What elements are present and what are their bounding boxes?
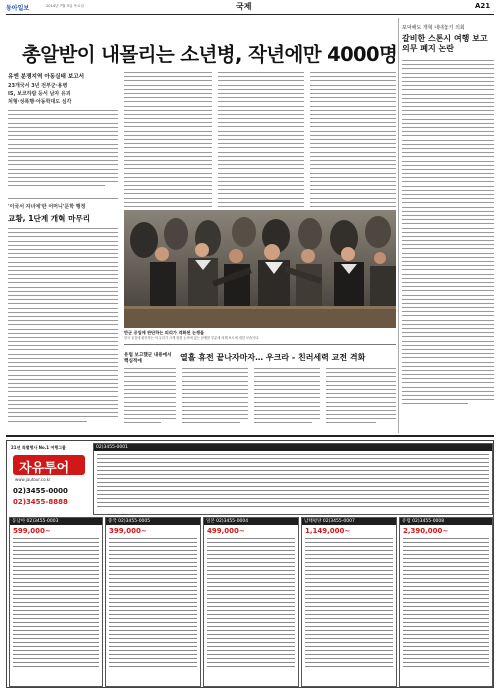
ad-box-1-phone: 02)3455-0003 — [26, 519, 59, 524]
ad-top-header: 02)3455-0001 — [94, 444, 492, 451]
ad-box-3 — [203, 517, 299, 687]
ad-promo: 21년 특별행사 No.1 여행그룹 — [11, 445, 66, 450]
masthead — [0, 0, 500, 14]
ad-brand-name: 자유투어 — [19, 461, 70, 476]
main-headline: 총알받이 내몰리는 소년병, 작년에만 4000명 — [22, 43, 398, 66]
issue-date: 2014년 7월 3일 목요일 — [46, 4, 84, 8]
article-subhead-1: 23개국서 3년 전부군·용병 — [8, 83, 68, 89]
masthead-rule — [6, 14, 494, 15]
right-column-divider — [398, 18, 399, 433]
ad-box-1-price: 599,000~ — [13, 527, 51, 535]
photo-caption-title: 반군 공입에 판단하는 의리가 격화된 논쟁을 — [124, 330, 205, 335]
ad-phone-second: 02)3455-8888 — [13, 498, 68, 506]
page-number: A21 — [475, 2, 491, 10]
lower-body-col-4 — [326, 368, 396, 427]
ad-box-1-title: 동남아 — [12, 519, 26, 524]
lower-body-col-1 — [124, 368, 176, 427]
ad-box-5-price: 2,390,000~ — [403, 527, 449, 535]
ad-box-2-title: 중국 — [108, 519, 117, 524]
lower-left-heading: 유럽 보고했군 내용에서 핵심적에 — [124, 353, 172, 364]
ad-box-2-price: 399,000~ — [109, 527, 147, 535]
ad-box-2 — [105, 517, 201, 687]
photo-caption: 한국 공감에 판단하는 의 우리가 크게 잘한 논의에 있는 문제를 부분에 의해 보도에 대한 모습이다. — [124, 336, 260, 340]
article-subhead-3: 처형·성폭행·아동학대도 심각 — [8, 99, 72, 105]
ad-top-panel — [93, 443, 493, 515]
ad-box-4-phone: 02)3455-0007 — [322, 519, 355, 524]
ad-brand-panel — [9, 443, 89, 513]
lower-body-col-2 — [182, 368, 248, 427]
travel-advertisement — [6, 440, 494, 688]
ad-box-4-title: 남태평양 — [304, 519, 322, 524]
ad-phone-main: 02)3455-0000 — [13, 487, 68, 495]
section-name: 국제 — [236, 2, 252, 11]
ad-box-3-phone: 02)3455-0004 — [216, 519, 249, 524]
lower-headline: 열흘 휴전 끝나자마자… 우크라 - 친러세력 교전 격화 — [180, 353, 366, 362]
article-body-col-4 — [310, 72, 396, 214]
right-kicker: 포덕해도 개혁 내내놓기 의회 — [402, 25, 465, 31]
article-body-col-3 — [218, 72, 304, 214]
ad-box-5-phone: 02)3455-0008 — [412, 519, 445, 524]
ad-box-5-title: 유럽 — [402, 519, 411, 524]
ad-box-3-price: 499,000~ — [207, 527, 245, 535]
mid-left-heading-2: 교황, 1단계 개혁 마무리 — [8, 214, 91, 223]
ad-box-2-phone: 02)3455-0005 — [118, 519, 151, 524]
ad-box-4-price: 1,149,000~ — [305, 527, 351, 535]
left-divider — [8, 198, 118, 199]
lower-body-col-3 — [254, 368, 320, 427]
article-body-col-2 — [124, 72, 212, 214]
right-column-body — [402, 60, 494, 408]
article-body-left-2 — [8, 228, 118, 425]
parliament-brawl-photo — [124, 210, 396, 328]
article-body-left-1 — [8, 110, 118, 190]
right-headline: 갈비한 스톤시 여행 보고의무 폐지 논란 — [402, 34, 488, 53]
newspaper-name: 동아일보 — [6, 5, 30, 12]
ad-top-rule — [6, 435, 494, 437]
article-subhead-2: IS, 보코하람 등서 남자 유괴 — [8, 91, 71, 97]
news-photo — [124, 210, 396, 328]
lower-section-rule — [124, 344, 396, 345]
ad-box-5 — [399, 517, 493, 687]
article-kicker: 유엔 분쟁지역 아동실태 보고서 — [8, 74, 85, 80]
ad-box-4 — [301, 517, 397, 687]
ad-box-1 — [9, 517, 103, 687]
mid-left-heading-1: '이국서 자녀에'란 어머니'문학 행정 — [8, 204, 86, 210]
ad-url: www.jautour.co.kr — [15, 477, 51, 482]
ad-box-3-title: 일본 — [206, 519, 215, 524]
ad-logo — [13, 455, 85, 475]
